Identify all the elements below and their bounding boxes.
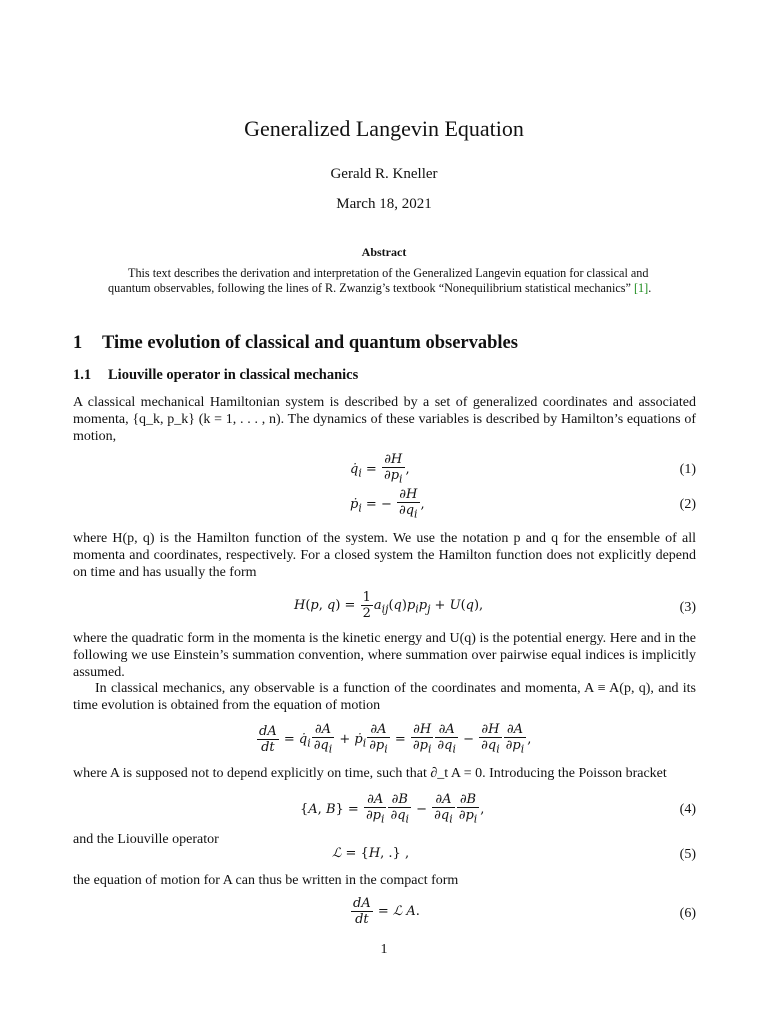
section-number: 1 [73, 333, 83, 353]
paper-title: Generalized Langevin Equation [244, 116, 524, 141]
subsection-heading [73, 367, 358, 384]
equation-5-number: (5) [679, 847, 696, 862]
abstract-text: This text describes the derivation and interpretation of the Generalized Langevin equation for classical and quantum observables, following the lines of R. Zwanzig’s textbook “Nonequilibrium statistical mechanics” [108, 266, 649, 295]
paragraph-5: where A is supposed not to depend explicitly on time, such that ∂_t A = 0. Introducing the Poisson bracket [73, 766, 667, 781]
paragraph-2: where H(p, q) is the Hamilton function of the system. We use the notation p and q for the ensemble of all momenta and coordinates, respectively. For a closed system the Hamilton function does not explicitly depend on time and has usually the form [73, 531, 696, 580]
equation-2-number: (2) [679, 497, 696, 512]
equation-1-number: (1) [679, 462, 696, 477]
abstract-end: . [648, 281, 652, 295]
paragraph-6: and the Liouville operator [73, 832, 219, 847]
paragraph-4: In classical mechanics, any observable is a function of the coordinates and momenta, A ≡ A(p, q), and its time evolution is obtained from the equation of motion [73, 681, 696, 713]
equation-6-number: (6) [679, 906, 696, 921]
citation-link[interactable]: [1] [633, 281, 649, 295]
paragraph-7: the equation of motion for A can thus be written in the compact form [73, 873, 459, 888]
equation-4-number: (4) [679, 802, 696, 817]
subsection-number: 1.1 [73, 367, 92, 383]
subsection-title: Liouville operator in classical mechanics [108, 367, 359, 383]
abstract-heading: Abstract [361, 245, 407, 259]
author-name: Gerald R. Kneller [330, 166, 438, 182]
page-number: 1 [380, 942, 388, 957]
section-heading [73, 333, 518, 354]
section-title: Time evolution of classical and quantum observables [102, 333, 518, 353]
paper-date: March 18, 2021 [336, 196, 432, 212]
abstract-body [108, 266, 661, 296]
document-page: Generalized Langevin Equation Gerald R. Kneller March 18, 2021 Abstract This text describes the derivation and interpretation of the Generalized Langevin equation for classical and quantum observables, following the lines of R. Zwanzig’s textbook “Nonequilibrium statistical mechanics” [1]. 1 Time evolution of classical and quantum observables 1.1 Liouville operator in classical mechanics A classical mechanical Hamiltonian system is described by a set of generalized coordinates and associated momenta, {q_k, p_k} (k = 1, . . . , n). The dynamics of these variables is described by Hamilton’s equations of motion, $q̇_i$ = $\frac{\partial H}{\partial p_i}$ , (1) ṗ$_i$ = − $\frac{\partial H}{\partial q_i}$ , (2) where H(p, q) is the Hamilton function of the system. We use the notation p and q for the ensemble of all momenta and coordinates, respectively. For a closed system the Hamilton function does not explicitly depend on time and has usually the form H(p, q) = $\frac{1}{2}$ $a_{ij}(q)p_ip_j + U(q)$, (3) where the quadratic form in the momenta is the kinetic energy and U(q) is the potential energy. Here and in the following we use Einstein’s summation convention, where summation over pairwise equal indices is implicitly assumed. In classical mechanics, any observable is a function of the coordinates and momenta, A ≡ A(p, q), and its time evolution is obtained from the equation of motion $\frac{dA}{dt}$ = $q̇_i$ $\frac{\partial A}{\partial q_i}$ + ṗ$_i$ $\frac{\partial A}{\partial p_i}$ = $\frac{\partial H}{\partial p_i}$ $\frac{\partial A}{\partial q_i}$ − $\frac{\partial H}{\partial q_i}$ $\frac{\partial A}{\partial p_i}$ , where A is supposed not to depend explicitly on time, such that ∂_t A = 0. Introducing the Poisson bracket {A, B} = $\frac{\partial A}{\partial p_i}$ $\frac{\partial B}{\partial q_i}$ − $\frac{\partial A}{\partial q_i}$ $\frac{\partial B}{\partial p_i}$ , (4) and the Liouville operator ℒ = {H, .} , (5) the equation of motion for A can thus be written in the compact form $\frac{dA}{dt}$ = ℒ A. (6) 1 [0, 0, 768, 1024]
paragraph-1: A classical mechanical Hamiltonian system is described by a set of generalized coordinates and associated momenta, {q_k, p_k} (k = 1, . . . , n). The dynamics of these variables is described by Hamilton’s equations of motion, [73, 395, 696, 444]
equation-3-number: (3) [679, 600, 696, 615]
paragraph-3: where the quadratic form in the momenta is the kinetic energy and U(q) is the potential energy. Here and in the following we use Einstein’s summation convention, where summation over pairwise equal indices is implicitly assumed. [73, 631, 696, 680]
